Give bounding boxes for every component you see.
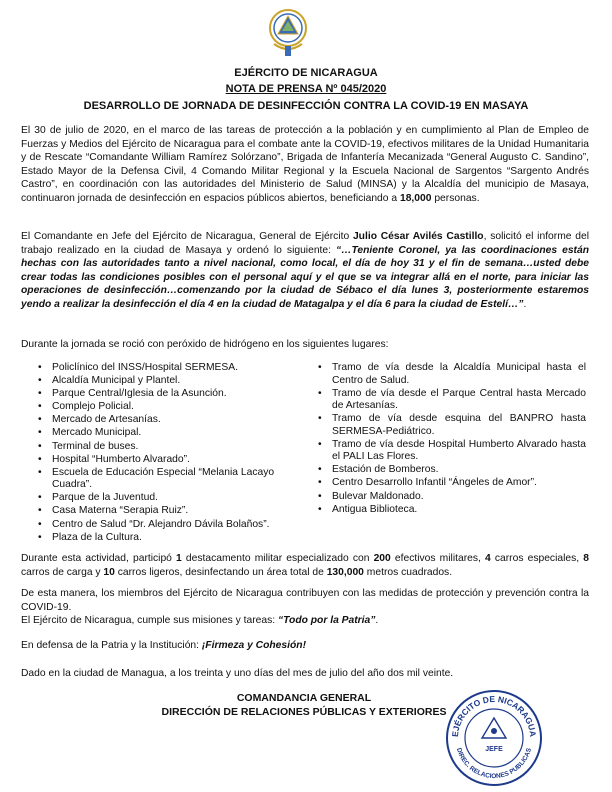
paragraph-commander: El Comandante en Jefe del Ejército de Nicaragua, General de Ejército Julio César Avilés Castillo, solicitó el informe del trabajo realizado en la ciudad de Masaya y ordenó lo siguiente: “…Teniente Coronel, ya las coordinaciones están hechas con las autoridades tanto a nivel nacional, como local, el día de hoy 31 y el fin de semana…usted debe crear todas las condiciones posibles con el personal aquí y el que se va integrar allá en el norte, para iniciar las operaciones de desinfección…comenzando por la ciudad de Sébaco el día lunes 3, posteriormente estaremos yendo a realizar la desinfección el día 4 en la ciudad de Matagalpa y el día 6 para la ciudad de Estelí…”. — [21, 231, 590, 310]
press-release-number: NOTA DE PRENSA Nº 045/2020 — [225, 83, 387, 95]
paragraph-defense: En defensa de la Patria y la Institución: ¡Firmeza y Cohesión! — [21, 640, 307, 651]
places-list-left — [38, 362, 288, 545]
list-item: • Centro Desarrollo Infantil “Ángeles de Amor”. — [318, 477, 586, 490]
list-item: • Mercado de Artesanías. — [38, 414, 288, 427]
list-item: • Hospital “Humberto Alvarado”. — [38, 454, 288, 467]
list-item: • Tramo de vía desde la Alcaldía Municipal hasta el Centro de Salud. — [318, 362, 586, 387]
list-item: • Complejo Policial. — [38, 401, 288, 414]
list-item: • Policlínico del INSS/Hospital SERMESA. — [38, 362, 288, 375]
list-item: • Casa Materna “Serapia Ruiz”. — [38, 505, 288, 518]
seal-top-text: EJÉRCITO DE NICARAGUA — [449, 693, 539, 738]
list-item: • Mercado Municipal. — [38, 427, 288, 440]
paragraph-date: Dado en la ciudad de Managua, a los treinta y uno días del mes de julio del año dos mil veinte. — [21, 668, 454, 679]
paragraph-intro: El 30 de julio de 2020, en el marco de las tareas de protección a la población y en cumplimiento al Plan de Empleo de Fuerzas y Medios del Ejército de Nicaragua para el combate ante la COVID-19, efectivos militares de la Unidad Humanitaria y de Rescate “Comandante William Ramírez Solórzano”, Brigada de Infantería Mecanizada “General Augusto C. Sandino”, Estado Mayor de la Defensa Civil, 4 Comando Militar Regional y la Escuela Nacional de Sargentos “Sargento Andrés Castro”, en coordinación con las autoridades del Ministerio de Salud (MINSA) y la Alcaldía del municipio de Masaya, continuaron jornada de desinfección en espacios públicos abiertos, beneficiando a 18,000 personas. — [21, 125, 589, 204]
list-item: • Terminal de buses. — [38, 441, 288, 454]
list-item: • Parque de la Juventud. — [38, 492, 288, 505]
list-item: • Parque Central/Iglesia de la Asunción. — [38, 388, 288, 401]
paragraph-places-intro: Durante la jornada se roció con peróxido de hidrógeno en los siguientes lugares: — [21, 339, 389, 350]
list-item: • Escuela de Educación Especial “Melania Lacayo Cuadra”. — [38, 467, 288, 492]
army-emblem-icon — [264, 4, 312, 60]
seal-bottom-text: DIREC. RELACIONES PUBLICAS — [455, 747, 533, 781]
release-headline: DESARROLLO DE JORNADA DE DESINFECCIÓN CONTRA LA COVID-19 EN MASAYA — [83, 100, 529, 112]
paragraph-motto: El Ejército de Nicaragua, cumple sus misiones y tareas: “Todo por la Patria”. — [21, 615, 379, 626]
list-item: • Centro de Salud “Dr. Alejandro Dávila Bolaños”. — [38, 519, 288, 532]
list-item: • Bulevar Maldonado. — [318, 491, 586, 504]
official-seal-icon — [444, 688, 544, 788]
list-item: • Tramo de vía desde esquina del BANPRO hasta SERMESA-Pediátrico. — [318, 413, 586, 438]
paragraph-contribution: De esta manera, los miembros del Ejército de Nicaragua contribuyen con las medidas de protección y prevención contra la COVID-19. — [21, 588, 589, 613]
signature-line-2: DIRECCIÓN DE RELACIONES PÚBLICAS Y EXTERIORES — [161, 706, 447, 718]
places-list-right — [318, 362, 586, 517]
signature-line-1: COMANDANCIA GENERAL — [236, 692, 372, 704]
list-item: • Plaza de la Cultura. — [38, 532, 288, 545]
list-item: • Estación de Bomberos. — [318, 464, 586, 477]
list-item: • Tramo de vía desde Hospital Humberto Alvarado hasta el PALI Las Flores. — [318, 439, 586, 464]
list-item: • Antigua Biblioteca. — [318, 504, 586, 517]
organization-title: EJÉRCITO DE NICARAGUA — [234, 67, 378, 79]
seal-center-text: JEFE — [485, 746, 503, 753]
paragraph-resources: Durante esta actividad, participó 1 destacamento militar especializado con 200 efectivos militares, 4 carros especiales, 8 carros de carga y 10 carros ligeros, desinfectando un área total de 130,000 metros cuadrados. — [21, 553, 589, 578]
list-item: • Tramo de vía desde el Parque Central hasta Mercado de Artesanías. — [318, 388, 586, 413]
list-item: • Alcaldía Municipal y Plantel. — [38, 375, 288, 388]
